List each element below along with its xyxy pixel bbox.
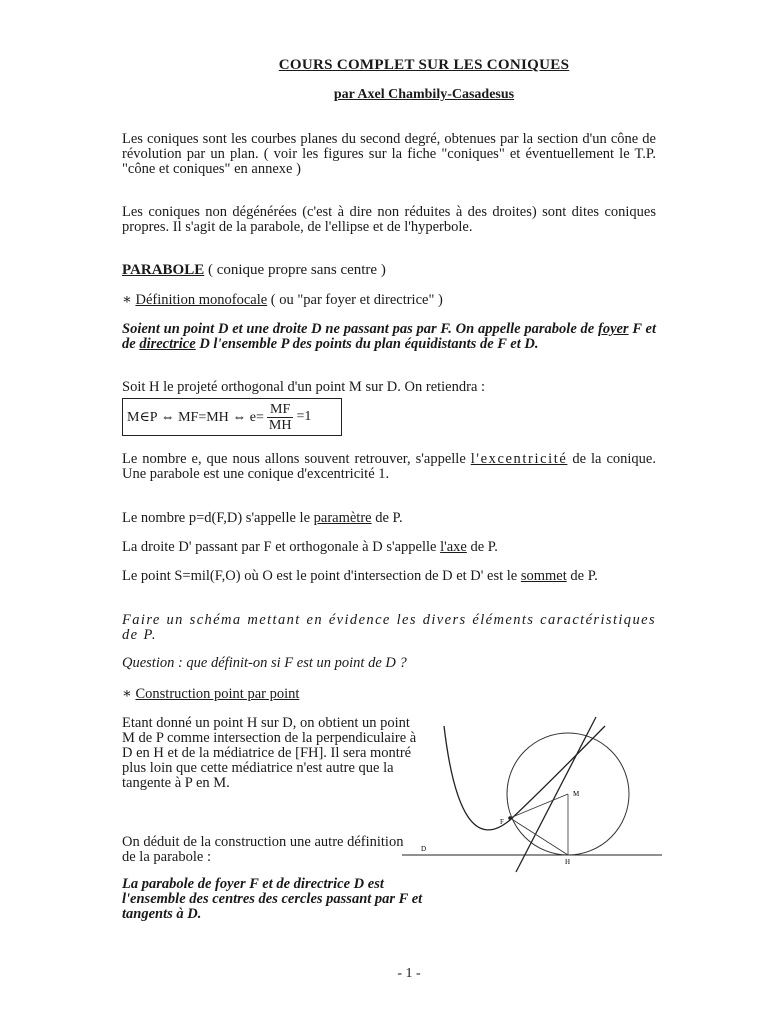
bullet-star-icon: ∗ [122,292,136,308]
parabola-construction-figure [400,712,665,877]
final-definition: La parabole de foyer F et de directrice D est l'ensemble des centres des cercles passant par F et tangents à D. [122,876,423,922]
fraction-numerator: MF [267,402,293,418]
construction-paragraph: Etant donné un point H sur D, on obtient un point M de P comme intersection de la perpendiculaire à D en H et de la médiatrice de [FH]. Il sera montré plus loin que cette médiatrice n'est autre que la tangente à P en M. [122,715,417,791]
definition-monofocale-heading [122,292,443,309]
text-part: de P. [371,510,403,526]
label-m: M [573,790,580,798]
text-part: de la conique. Une parabole est une conique d'excentricité 1. [122,451,656,482]
section-note: ( conique propre sans centre ) [204,262,386,278]
formula-fraction [266,402,295,433]
term-sommet: sommet [520,568,567,584]
axe-paragraph [122,540,656,555]
document-author: par Axel Chambily-Casadesus [333,87,515,102]
term-foyer: foyer [597,321,629,337]
formula-left: M∈P ⇔ MF=MH ⇔ e= [127,409,264,425]
text-part: La droite D' passant par F et orthogonale à D s'appelle [122,539,441,555]
label-h: H [565,858,571,866]
bullet-star-icon: ∗ [122,686,136,702]
schema-instruction: Faire un schéma mettant en évidence les divers éléments caractéristiques de P. [122,612,656,643]
section-heading-parabole [122,262,386,279]
formula-right: =1 [296,409,312,424]
text-part: Le nombre e, que nous allons souvent retrouver, s'appelle [122,451,471,467]
term-excentricite: l'excentricité [470,451,568,467]
parabola-curve [444,726,605,830]
construction-heading [122,686,299,703]
term-axe: l'axe [440,539,467,555]
sommet-paragraph [122,569,656,584]
document-title: COURS COMPLET SUR LES CONIQUES [278,57,570,73]
question-paragraph: Question : que définit-on si F est un point de D ? [122,655,407,671]
page-number: - 1 - [397,966,421,981]
parametre-paragraph [122,511,656,526]
definition-note: ( ou "par foyer et directrice" ) [267,292,443,308]
construction-label: Construction point par point [135,686,300,702]
text-part: de P. [466,539,498,555]
label-f: F [500,818,504,826]
term-directrice: directrice [139,336,196,352]
deduction-paragraph: On déduit de la construction une autre définition de la parabole : [122,834,404,865]
definition-text [122,322,656,352]
intro-paragraph-1: Les coniques sont les courbes planes du second degré, obtenues par la section d'un cône de révolution par un plan. ( voir les figures sur la fiche "coniques" et éventuellement le T.P. "cône et coniques" en annexe ) [122,131,656,177]
fraction-denominator: MH [268,417,292,433]
excentricite-paragraph [122,452,656,482]
term-parametre: paramètre [313,510,372,526]
intro-paragraph-2: Les coniques non dégénérées (c'est à dire non réduites à des droites) sont dites coniques propres. Il s'agit de la parabole, de l'ellipse et de l'hyperbole. [122,204,656,235]
focus-point [508,816,512,820]
definition-text-part: F et de [122,321,656,352]
definition-label: Définition monofocale [135,292,268,308]
text-part: Le nombre p=d(F,D) s'appelle le [122,510,314,526]
text-part: Le point S=mil(F,O) où O est le point d'intersection de D et D' est le [122,568,521,584]
text-part: de P. [566,568,598,584]
definition-text-part: Soient un point D et une droite D ne passant pas par F. On appelle parabole de [122,321,598,337]
tangent-line [516,717,596,872]
projete-paragraph: Soit H le projeté orthogonal d'un point M sur D. On retiendra : [122,379,486,395]
label-d: D [421,845,427,853]
section-name: PARABOLE [122,262,205,278]
definition-text-part: D l'ensemble P des points du plan équidistants de F et D. [195,336,539,352]
segment-fm [510,794,568,818]
formula-box [122,398,342,436]
segment-fh [510,818,568,855]
